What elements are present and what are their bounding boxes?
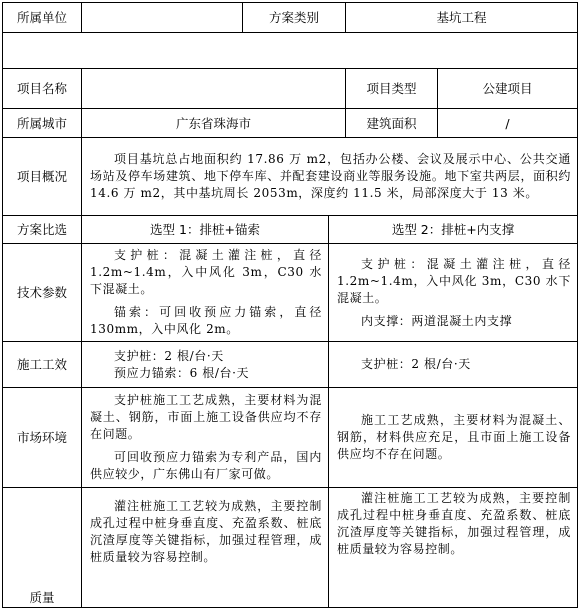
blank-cell — [3, 33, 578, 69]
area-value: / — [438, 109, 578, 138]
overview-cell — [82, 138, 578, 216]
comparison-row — [3, 216, 578, 244]
tech-opt1-anchor: 锚索：可回收预应力锚索，直径 130mm，入中风化 2m。 — [90, 305, 322, 336]
market-row — [3, 388, 578, 488]
project-name-label: 项目名称 — [3, 69, 82, 109]
project-type-value: 公建项目 — [438, 69, 578, 109]
tech-row — [3, 244, 578, 342]
tech-label: 技术参数 — [3, 244, 82, 342]
unit-value — [82, 3, 243, 33]
overview-row — [3, 138, 578, 216]
city-label: 所属城市 — [3, 109, 82, 138]
scheme-type-label: 方案类别 — [243, 3, 346, 33]
market-opt1-pile: 支护桩施工工艺成熟，主要材料为混凝土、钢筋，市面上施工设备供应均不存在问题。 — [90, 393, 322, 441]
tech-opt1 — [82, 244, 329, 342]
option1-title: 选型 1：排桩+锚索 — [82, 216, 329, 244]
efficiency-opt2 — [329, 342, 578, 388]
unit-label: 所属单位 — [3, 3, 82, 33]
comparison-label: 方案比选 — [3, 216, 82, 244]
efficiency-opt1-pile: 支护桩：2 根/台·天 — [114, 348, 224, 363]
quality-row — [3, 488, 578, 608]
blank-row — [3, 33, 578, 69]
project-name-row — [3, 69, 578, 109]
market-opt2-text: 施工工艺成熟，主要材料为混凝土、钢筋，材料供应充足，且市面上施工设备供应均不存在问题。 — [337, 413, 572, 461]
quality-opt1-text: 灌注桩施工工艺较为成熟，主要控制成孔过程中桩身垂直度、充盈系数、桩底沉渣厚度等关键指标，加强过程管理，成桩质量较为容易控制。 — [90, 499, 322, 564]
project-type-label: 项目类型 — [346, 69, 438, 109]
market-opt2 — [329, 388, 578, 488]
overview-text: 项目基坑总占地面积约 17.86 万 m2，包括办公楼、会议及展示中心、公共交通场站及停车场建筑、地下停车库、并配套建设商业等服务设施。地下室共两层，面积约 14.6 万 m2，其中基坑周长 2053m，深度约 11.5 米，局部深度大于 13 米。 — [90, 152, 572, 200]
area-label: 建筑面积 — [346, 109, 438, 138]
quality-opt1 — [82, 488, 329, 608]
tech-opt2-support: 内支撑：两道混凝土内支撑 — [361, 313, 513, 328]
tech-opt2-pile: 支护桩：混凝土灌注桩，直径 1.2m~1.4m，入中风化 3m，C30 水下混凝土。 — [337, 256, 572, 305]
market-label: 市场环境 — [3, 388, 82, 488]
quality-opt2-text: 灌注桩施工工艺较为成熟，主要控制成孔过程中桩身垂直度、充盈系数、桩底沉渣厚度等关键指标，加强过程管理，成桩质量较为容易控制。 — [337, 491, 572, 556]
tech-opt1-pile: 支护桩：混凝土灌注桩，直径 1.2m~1.4m，入中风化 3m，C30 水下混凝土。 — [90, 248, 322, 296]
quality-opt2 — [329, 488, 578, 608]
efficiency-opt1 — [82, 342, 329, 388]
quality-label: 质量 — [3, 488, 82, 608]
city-value: 广东省珠海市 — [82, 109, 346, 138]
efficiency-label: 施工工效 — [3, 342, 82, 388]
efficiency-opt1-anchor: 预应力锚索：6 根/台·天 — [114, 365, 250, 380]
efficiency-row — [3, 342, 578, 388]
project-name-value — [82, 69, 346, 109]
scheme-comparison-table — [2, 2, 578, 608]
header-row — [3, 3, 578, 33]
option2-title: 选型 2：排桩+内支撑 — [329, 216, 578, 244]
efficiency-opt2-pile: 支护桩：2 根/台·天 — [361, 357, 471, 371]
scheme-type-value: 基坑工程 — [346, 3, 578, 33]
market-opt1 — [82, 388, 329, 488]
city-row — [3, 109, 578, 138]
tech-opt2 — [329, 244, 578, 342]
overview-label: 项目概况 — [3, 138, 82, 216]
market-opt1-anchor: 可回收预应力锚索为专利产品，国内供应较少，广东佛山有厂家可做。 — [90, 450, 322, 481]
